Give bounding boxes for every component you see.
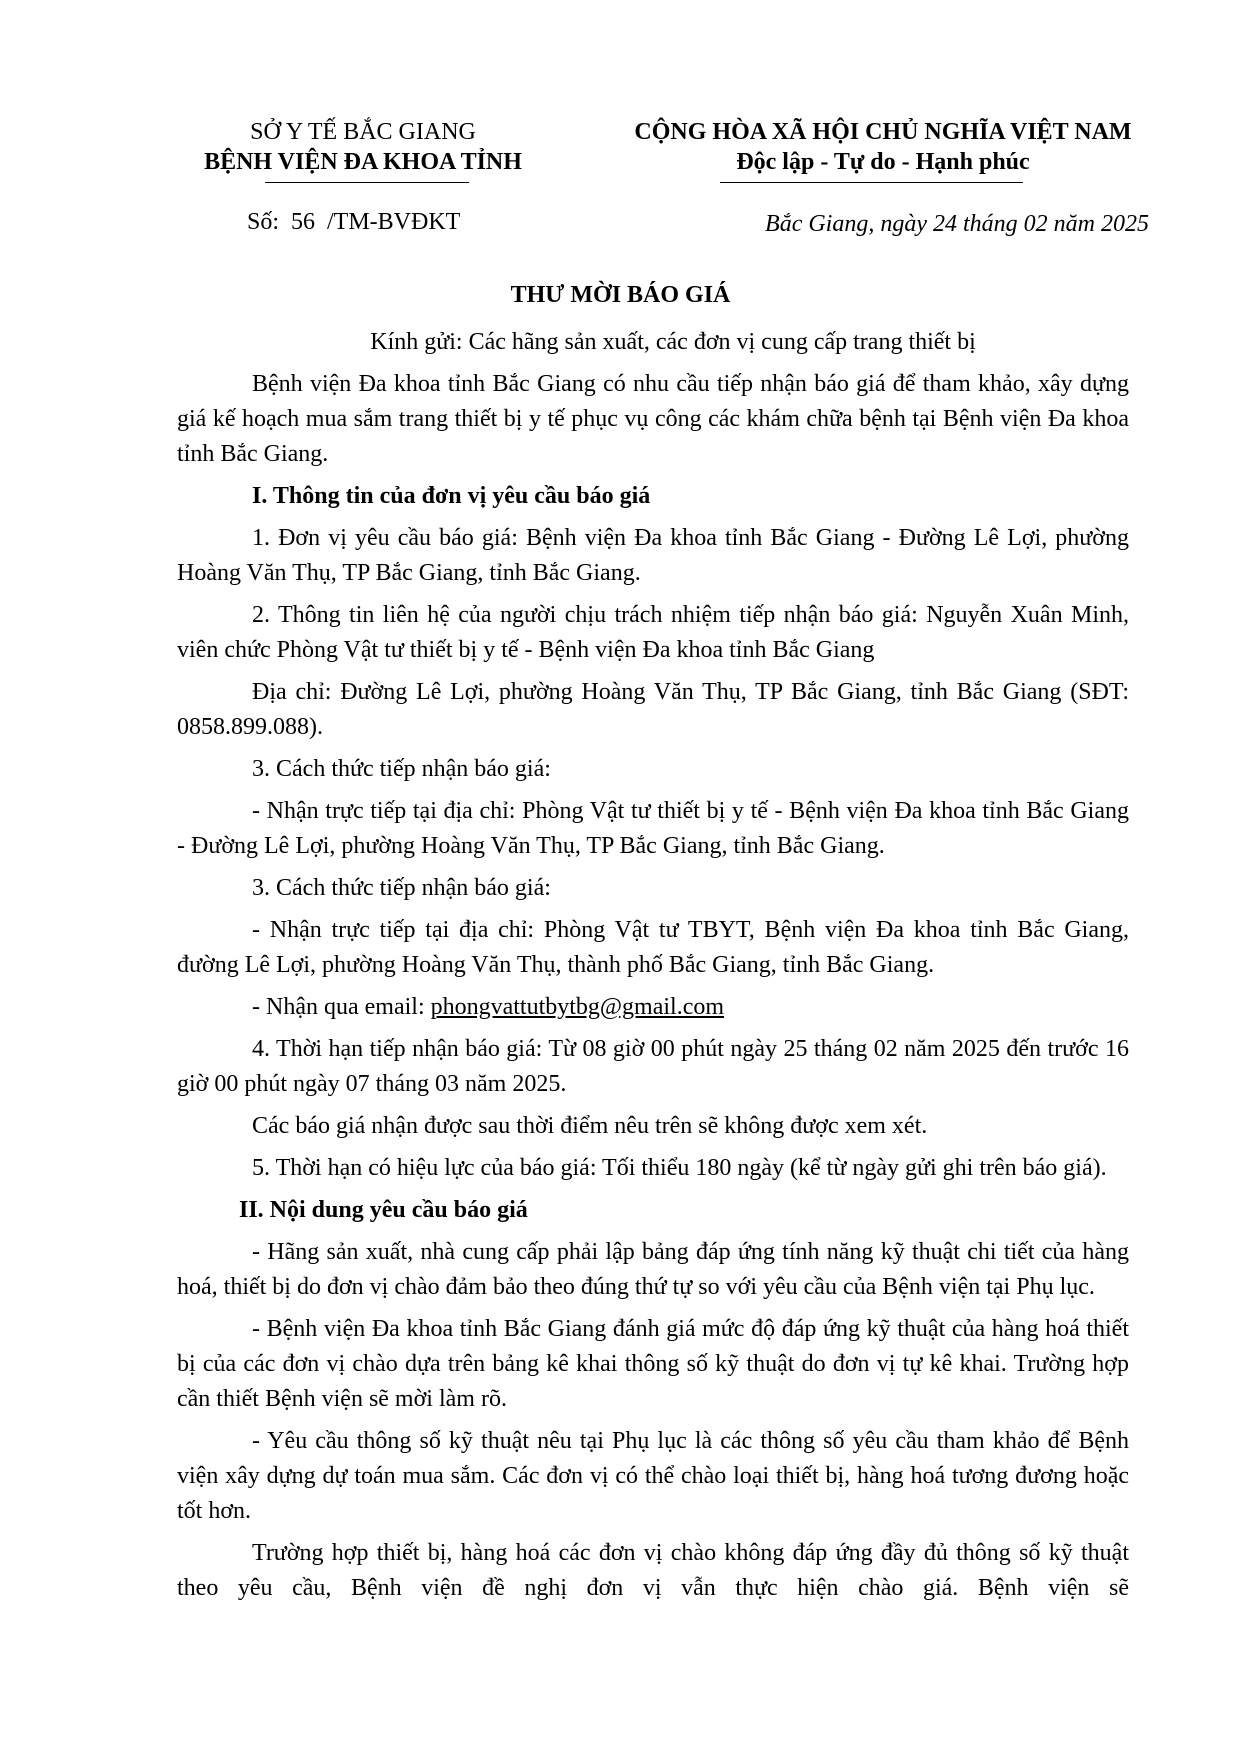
section1-item2: 2. Thông tin liên hệ của người chịu trách nhiệm tiếp nhận báo giá: Nguyễn Xuân Minh, viên chức Phòng Vật tư thiết bị y tế - Bệnh viện Đa khoa tỉnh Bắc Giang <box>177 602 1129 663</box>
issuer-underline <box>265 182 469 183</box>
section2-para2: - Bệnh viện Đa khoa tỉnh Bắc Giang đánh giá mức độ đáp ứng kỹ thuật của hàng hoá thiết bị của các đơn vị chào dựa trên bảng kê khai thông số kỹ thuật do đơn vị tự kê khai. Trường hợp cần thiết Bệnh viện sẽ mời làm rõ. <box>177 1316 1129 1412</box>
section1-item3b-detail: - Nhận trực tiếp tại địa chỉ: Phòng Vật tư TBYT, Bệnh viện Đa khoa tỉnh Bắc Giang, đường Lê Lợi, phường Hoàng Văn Thụ, thành phố Bắc Giang, tỉnh Bắc Giang. <box>177 917 1129 978</box>
section2-heading: II. Nội dung yêu cầu báo giá <box>239 1197 528 1223</box>
issuer-department: SỞ Y TẾ BẮC GIANG <box>250 119 476 145</box>
section1-note: Các báo giá nhận được sau thời điểm nêu trên sẽ không được xem xét. <box>252 1113 928 1139</box>
issuer-header <box>168 117 558 177</box>
addressee: Kính gửi: Các hãng sản xuất, các đơn vị cung cấp trang thiết bị <box>370 329 976 355</box>
section1-item4: 4. Thời hạn tiếp nhận báo giá: Từ 08 giờ 00 phút ngày 25 tháng 02 năm 2025 đến trước 16 giờ 00 phút ngày 07 tháng 03 năm 2025. <box>177 1036 1129 1097</box>
section1-address: Địa chỉ: Đường Lê Lợi, phường Hoàng Văn Thụ, TP Bắc Giang, tỉnh Bắc Giang (SĐT: 0858.899.088). <box>177 679 1129 740</box>
intro-paragraph: Bệnh viện Đa khoa tỉnh Bắc Giang có nhu cầu tiếp nhận báo giá để tham khảo, xây dựng giá kế hoạch mua sắm trang thiết bị y tế phục vụ công các khám chữa bệnh tại Bệnh viện Đa khoa tỉnh Bắc Giang. <box>177 371 1129 467</box>
section1-item3a: 3. Cách thức tiếp nhận báo giá: <box>252 756 551 782</box>
section2-para3: - Yêu cầu thông số kỹ thuật nêu tại Phụ lục là các thông số yêu cầu tham khảo để Bệnh viện xây dựng dự toán mua sắm. Các đơn vị có thể chào loại thiết bị, hàng hoá tương đương hoặc tốt hơn. <box>177 1428 1129 1524</box>
email-link[interactable]: phongvattutbytbg@gmail.com <box>430 994 725 1020</box>
document-title: THƯ MỜI BÁO GIÁ <box>510 282 731 308</box>
place-date: Bắc Giang, ngày 24 tháng 02 năm 2025 <box>765 211 1149 237</box>
section1-email-line <box>177 990 1129 1025</box>
national-title: CỘNG HÒA XÃ HỘI CHỦ NGHĨA VIỆT NAM <box>634 119 1132 145</box>
document-body <box>177 325 1129 1613</box>
section1-item3a-detail: - Nhận trực tiếp tại địa chỉ: Phòng Vật tư thiết bị y tế - Bệnh viện Đa khoa tỉnh Bắc Giang - Đường Lê Lợi, phường Hoàng Văn Thụ, TP Bắc Giang, tỉnh Bắc Giang. <box>177 798 1129 859</box>
section1-item3b: 3. Cách thức tiếp nhận báo giá: <box>252 875 551 901</box>
reference-number: Số: 56 /TM-BVĐKT <box>247 209 461 235</box>
email-prefix: - Nhận qua email: <box>252 994 431 1020</box>
section2-para1: - Hãng sản xuất, nhà cung cấp phải lập bảng đáp ứng tính năng kỹ thuật chi tiết của hàng hoá, thiết bị do đơn vị chào đảm bảo theo đúng thứ tự so với yêu cầu của Bệnh viện tại Phụ lục. <box>177 1239 1129 1300</box>
issuer-hospital: BỆNH VIỆN ĐA KHOA TỈNH <box>204 149 522 175</box>
section1-heading: I. Thông tin của đơn vị yêu cầu báo giá <box>252 483 651 509</box>
national-motto: Độc lập - Tự do - Hạnh phúc <box>736 149 1030 175</box>
section2-para4: Trường hợp thiết bị, hàng hoá các đơn vị chào không đáp ứng đầy đủ thông số kỹ thuật theo yêu cầu, Bệnh viện đề nghị đơn vị vẫn thực hiện chào giá. Bệnh viện sẽ <box>177 1540 1129 1601</box>
motto-underline <box>720 182 1023 183</box>
national-header <box>618 117 1148 177</box>
section1-item1: 1. Đơn vị yêu cầu báo giá: Bệnh viện Đa khoa tỉnh Bắc Giang - Đường Lê Lợi, phường Hoàng Văn Thụ, TP Bắc Giang, tỉnh Bắc Giang. <box>177 525 1129 586</box>
section1-item5: 5. Thời hạn có hiệu lực của báo giá: Tối thiểu 180 ngày (kể từ ngày gửi ghi trên báo giá). <box>252 1155 1107 1181</box>
